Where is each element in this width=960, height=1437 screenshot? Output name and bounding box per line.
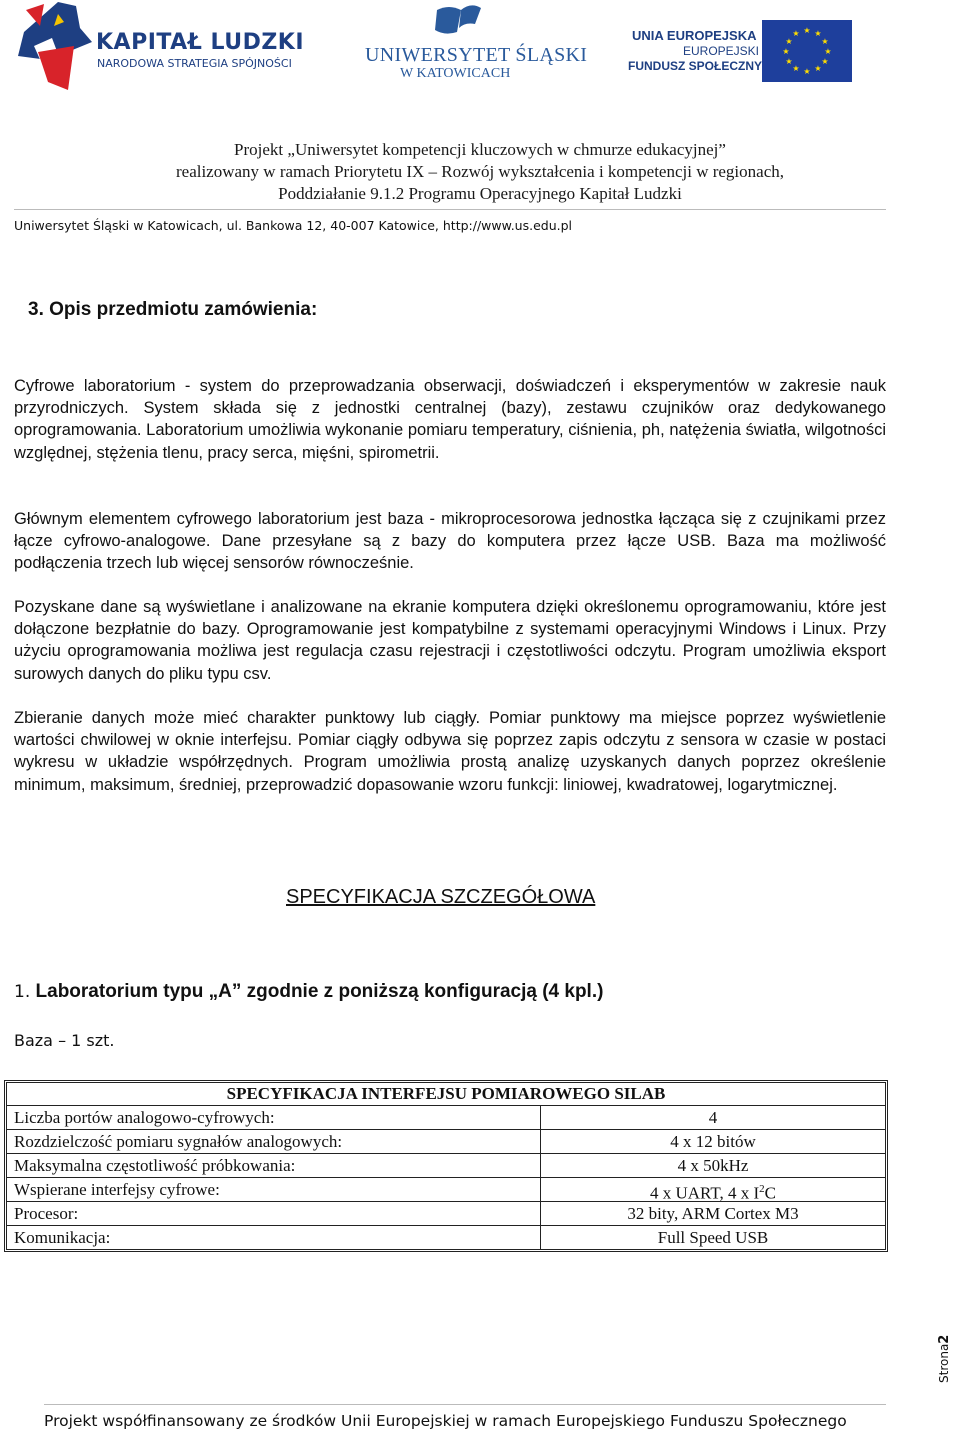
interface-spec-table: [4, 1080, 888, 1252]
uniwersytet-subtitle: W KATOWICACH: [400, 66, 511, 81]
svg-text:★: ★: [821, 37, 829, 46]
university-address: Uniwersytet Śląski w Katowicach, ul. Bankowa 12, 40-007 Katowice, http://www.us.edu.pl: [14, 218, 573, 233]
unia-line2: EUROPEJSKI: [683, 44, 760, 58]
svg-text:★: ★: [785, 37, 793, 46]
table-row: [7, 1154, 885, 1178]
table-row: [7, 1202, 885, 1226]
row-label: Komunikacja:: [7, 1226, 541, 1249]
eu-flag-icon: [762, 20, 852, 82]
svg-text:★: ★: [782, 47, 790, 56]
kapital-ludzki-subtitle: NARODOWA STRATEGIA SPÓJNOŚCI: [97, 57, 292, 70]
row-label: Rozdzielczość pomiaru sygnałów analogowych:: [7, 1130, 541, 1153]
paragraph-4: Zbieranie danych może mieć charakter punktowy lub ciągły. Pomiar punktowy ma miejsce poprzez wyświetlenie wartości chwilowej w oknie interfejsu. Pomiar ciągły odbywa się poprzez zapis odczytu z sensora w czasie w postaci wykresu w układzie współrzędnych. Program umożliwia prostą analizę uzyskanych danych poprzez określenie minimum, maksimum, średniej, przeprowadzić dopasowanie wzoru funkcji: liniowej, kwadratowej, logarytmicznej.: [14, 709, 886, 794]
row-label: Procesor:: [7, 1202, 541, 1225]
paragraph-2: Głównym elementem cyfrowego laboratorium jest baza - mikroprocesorowa jednostka łącząca się z czujnikami przez łącze cyfrowo-analogowe. Dane przesyłane są z bazy do komputera przez łącze USB. Baza ma możliwość podłączenia trzech lub więcej sensorów równocześnie.: [14, 510, 886, 573]
svg-text:★: ★: [814, 64, 822, 73]
row-value: 4 x 50kHz: [677, 1156, 749, 1175]
unia-line3: FUNDUSZ SPOŁECZNY: [628, 59, 763, 73]
table-row: [7, 1178, 885, 1202]
config-item-number: 1.: [14, 982, 31, 1002]
row-value-superscript: 2: [759, 1183, 765, 1195]
row-value: Full Speed USB: [657, 1228, 769, 1247]
svg-text:★: ★: [821, 57, 829, 66]
row-label: Liczba portów analogowo-cyfrowych:: [7, 1106, 541, 1129]
paragraph-1: Cyfrowe laboratorium - system do przeprowadzania obserwacji, doświadczeń i eksperymentów w zakresie nauk przyrodniczych. System składa się z jednostki centralnej (bazy), zestawu czujników oraz dedykowanego oprogramowania. Laboratorium umożliwia wykonanie pomiaru temperatury, ciśnienia, ph, natężenia światła, wilgotności względnej, stężenia tlenu, pracy serca, mięśni, spirometrii.: [14, 377, 886, 462]
config-item: [14, 981, 603, 1003]
project-line-3: Poddziałanie 9.1.2 Programu Operacyjnego Kapitał Ludzki: [278, 184, 682, 203]
header-divider: [14, 209, 886, 210]
footer-divider: [44, 1404, 886, 1405]
paragraph-3: Pozyskane dane są wyświetlane i analizowane na ekranie komputera dzięki określonemu oprogramowaniu, które jest dołączone bezpłatnie do bazy. Oprogramowanie jest kompatybilne z systemami operacyjnymi Windows i Linux. Przy użyciu oprogramowania możliwa jest regulacja czasu rejestracji i częstotliwości odczytu. Program umożliwia eksport surowych danych do pliku typu csv.: [14, 598, 886, 683]
page-number: [937, 1335, 952, 1383]
footer-text: Projekt współfinansowany ze środków Unii Europejskiej w ramach Europejskiego Funduszu Społecznego: [44, 1412, 847, 1430]
row-value: [541, 1178, 885, 1201]
kapital-ludzki-title: KAPITAŁ LUDZKI: [96, 30, 305, 55]
baza-quantity: Baza – 1 szt.: [14, 1031, 115, 1050]
uniwersytet-title: UNIWERSYTET ŚLĄSKI: [365, 44, 588, 66]
svg-text:★: ★: [792, 64, 800, 73]
svg-text:★: ★: [803, 67, 811, 76]
page-number-word: Strona: [937, 1343, 951, 1383]
row-label: Wspierane interfejsy cyfrowe:: [7, 1178, 541, 1201]
table-row: [7, 1130, 885, 1154]
row-value-tail: C: [764, 1183, 776, 1203]
svg-text:★: ★: [814, 29, 822, 38]
row-label: Maksymalna częstotliwość próbkowania:: [7, 1154, 541, 1177]
row-value-main: 4 x UART, 4 x I: [650, 1183, 760, 1203]
svg-text:★: ★: [785, 57, 793, 66]
section-heading: 3. Opis przedmiotu zamówienia:: [28, 299, 318, 320]
svg-text:★: ★: [824, 47, 832, 56]
project-line-1: Projekt „Uniwersytet kompetencji kluczowych w chmurze edukacyjnej”: [234, 140, 726, 159]
spec-title: SPECYFIKACJA SZCZEGÓŁOWA: [286, 886, 596, 908]
table-row: [7, 1106, 885, 1130]
row-value: 4: [708, 1108, 718, 1127]
unia-line1: UNIA EUROPEJSKA: [632, 28, 757, 43]
row-value: 4 x 12 bitów: [670, 1132, 756, 1151]
svg-text:★: ★: [792, 29, 800, 38]
svg-text:★: ★: [803, 26, 811, 35]
row-value: 32 bity, ARM Cortex M3: [627, 1204, 799, 1223]
project-line-2: realizowany w ramach Priorytetu IX – Rozwój wykształcenia i kompetencji w regionach,: [175, 162, 784, 181]
table-row: [7, 1226, 885, 1249]
config-item-text: Laboratorium typu „A” zgodnie z poniższą konfiguracją (4 kpl.): [35, 981, 604, 1002]
table-title: SPECYFIKACJA INTERFEJSU POMIAROWEGO SILAB: [7, 1083, 885, 1106]
page-number-value: 2: [937, 1334, 952, 1344]
